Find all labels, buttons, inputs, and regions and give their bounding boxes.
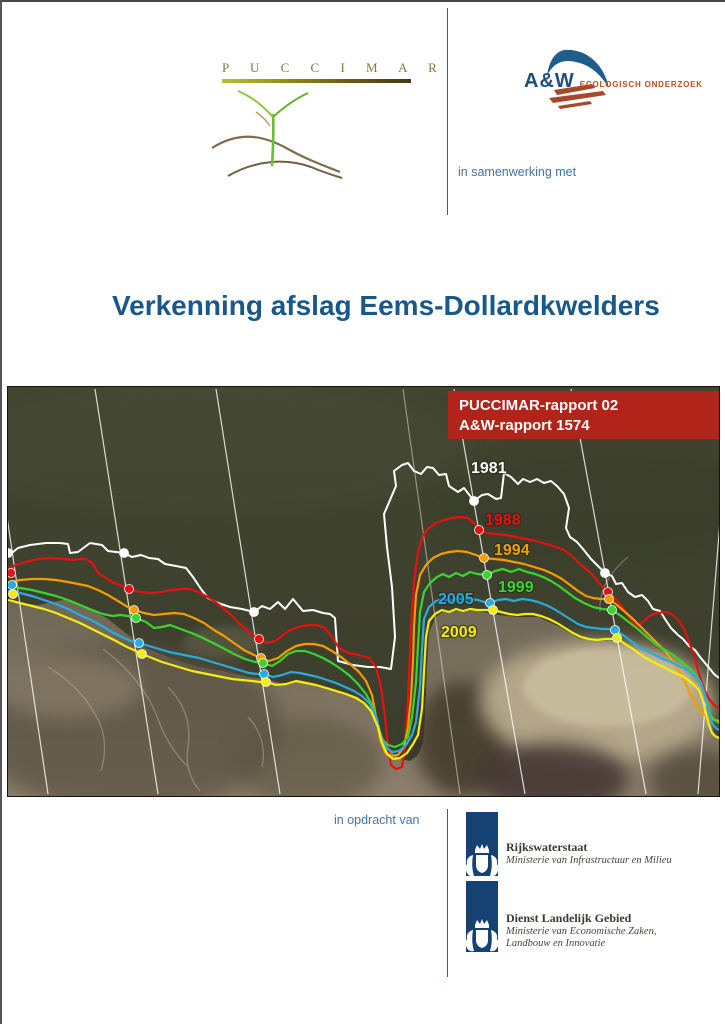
aerial-photo <box>7 386 720 797</box>
contour-label-1999: 1999 <box>498 579 534 596</box>
aw-wordmark <box>524 70 703 93</box>
footer-divider-line <box>447 809 448 977</box>
dutch-coat-of-arms-icon <box>466 812 498 876</box>
dutch-coat-of-arms-icon <box>466 881 498 952</box>
gov-logo-subtitle2: Landbouw en Innovatie <box>506 938 606 949</box>
report-badge-line2: A&W-rapport 1574 <box>459 417 590 434</box>
gov-logo-subtitle: Ministerie van Infrastructuur en Milieu <box>506 855 672 866</box>
shoreline-contour-map <box>8 387 719 796</box>
puccimar-wordmark: P U C C I M A R <box>222 60 446 75</box>
contour-label-1994: 1994 <box>494 542 530 559</box>
header-divider-line <box>447 8 448 215</box>
report-badge-line1: PUCCIMAR-rapport 02 <box>459 397 619 414</box>
contour-label-2009: 2009 <box>441 624 477 641</box>
report-badge <box>448 391 719 439</box>
gov-logo-subtitle: Ministerie van Economische Zaken, <box>506 926 657 937</box>
gov-logo-name: Dienst Landelijk Gebied <box>506 911 632 925</box>
gov-logo-name: Rijkswaterstaat <box>506 840 588 854</box>
dlg-logo <box>466 881 498 952</box>
collaboration-note: in samenwerking met <box>458 165 577 179</box>
aw-abbr: A&W <box>524 70 575 92</box>
contour-label-1988: 1988 <box>485 512 521 529</box>
commission-note: in opdracht van <box>334 813 420 827</box>
rijkswaterstaat-logo <box>466 812 498 876</box>
grass-seedling-icon <box>210 86 350 186</box>
puccimar-gradient-bar <box>222 79 411 83</box>
puccimar-logo <box>222 60 446 83</box>
contour-label-2005: 2005 <box>438 591 474 608</box>
page-title: Verkenning afslag Eems-Dollardkwelders <box>112 290 660 321</box>
contour-label-1981: 1981 <box>471 460 507 477</box>
aw-tagline: ECOLOGISCH ONDERZOEK <box>579 80 703 89</box>
